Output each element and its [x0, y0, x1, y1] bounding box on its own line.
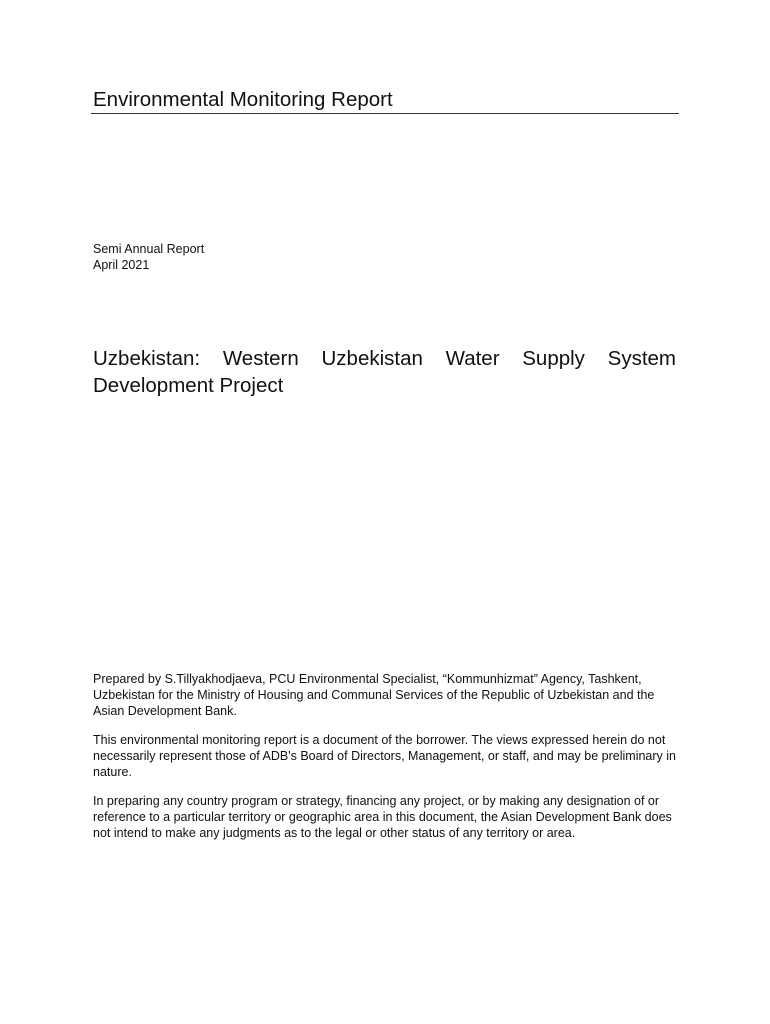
heading-underline [91, 113, 679, 114]
territory-note-paragraph: In preparing any country program or strategy, financing any project, or by making any designation of or reference to a particular territory or geographic area in this document, the Asian Development Bank does not intend to make any judgments as to the legal or other status of any territory or area. [93, 794, 672, 840]
report-meta [93, 241, 204, 273]
disclaimer-paragraph: This environmental monitoring report is a document of the borrower. The views expressed herein do not necessarily represent those of ADB's Board of Directors, Management, or staff, and may be preliminary in nature. [93, 733, 676, 779]
report-date: April 2021 [93, 258, 150, 272]
report-kind: Semi Annual Report [93, 242, 205, 256]
project-title: Uzbekistan: Western Uzbekistan Water Supply System Development Project [93, 347, 676, 397]
prepared-by-paragraph: Prepared by S.Tillyakhodjaeva, PCU Environmental Specialist, “Kommunhizmat” Agency, Tashkent, Uzbekistan for the Ministry of Housing and Communal Services of the Republic of Uzbekistan and the Asian Development Bank. [93, 672, 655, 718]
document-notes [93, 671, 678, 854]
document-type-heading: Environmental Monitoring Report [93, 88, 393, 111]
